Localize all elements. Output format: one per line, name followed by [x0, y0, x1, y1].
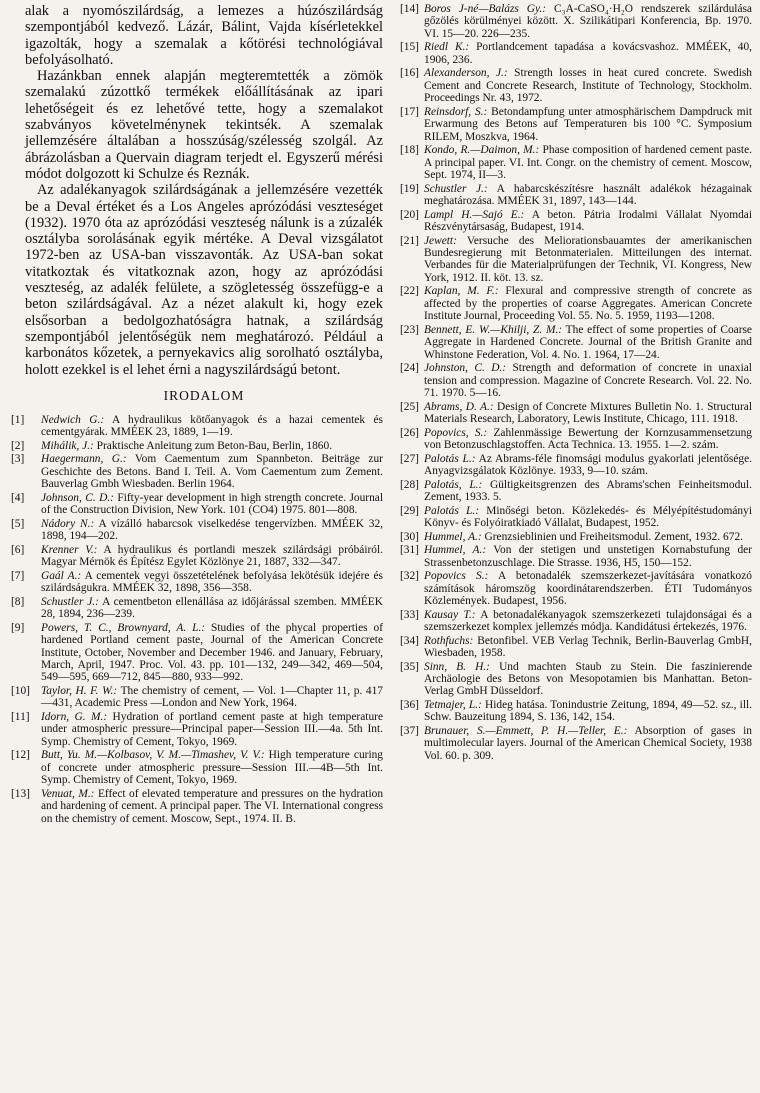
reference-number: [11]	[11, 711, 30, 724]
body-paragraph: Hazánkban ennek alapján megteremtették a zömök szemalakú zúzottkő termékek előállításának az ipari lehetőségeit és ez lehetővé tette, hogy a szemalakot szabványos követelménynek tekintsék. A szemalak jellemzésére általában a hosszúság/szélesség szolgál. Az ábrázolásban a Quervain diagram terjedt el. Egyszerű mérési módot dolgozott ki Schulze és Reznák.	[25, 68, 383, 182]
reference-number: [33]	[400, 608, 419, 621]
reference-item	[400, 144, 752, 181]
reference-item	[11, 543, 383, 569]
reference-item	[400, 725, 752, 762]
reference-text: Absorption of gases in multimolecular layers. Journal of the American Chemical Society, 1938 Vol. 60. p. 309.	[424, 725, 752, 762]
reference-list-right	[400, 3, 752, 762]
reference-number: [22]	[400, 285, 419, 298]
reference-author: Riedl K.:	[424, 41, 470, 54]
reference-author: Lampl H.—Sajó E.:	[424, 208, 525, 221]
reference-item	[400, 67, 752, 104]
reference-number: [24]	[400, 362, 419, 375]
reference-number: [19]	[400, 182, 419, 195]
reference-number: [10]	[11, 685, 30, 698]
reference-item	[400, 699, 752, 724]
reference-number: [27]	[400, 452, 419, 465]
reference-author: Popovics, S.:	[424, 426, 488, 439]
reference-number: [1]	[11, 413, 25, 426]
reference-number: [12]	[11, 749, 30, 762]
reference-author: Abrams, D. A.:	[424, 400, 494, 413]
reference-number: [28]	[400, 478, 419, 491]
reference-number: [8]	[11, 595, 25, 608]
reference-item	[11, 439, 383, 452]
reference-item	[11, 413, 383, 439]
reference-number: [2]	[11, 439, 25, 452]
reference-author: Schustler J.:	[41, 595, 99, 608]
reference-number: [35]	[400, 660, 419, 673]
reference-text: Betonfibel. VEB Verlag Technik, Berlin-Bauverlag GmbH, Wiesbaden, 1958.	[424, 634, 752, 660]
reference-text: Strength and deformation of concrete in unaxial tension and compression. Magazine of Concrete Research. Vol. 22. No. 71. 1970. 5—16.	[424, 362, 752, 400]
reference-text: Az Abrams-féle finomsági modulus gyakorlati jelentősége. Anyagvizsgálatok Közlönye. 1933, 9—10. szám.	[424, 452, 752, 478]
reference-item	[400, 3, 752, 40]
reference-number: [14]	[400, 3, 419, 15]
reference-author: Palotás L.:	[424, 452, 476, 465]
reference-text: Design of Concrete Mixtures Bulletin No. 1. Structural Materials Research, Laboratory, Lewis Institute, Chicago, 111. 1918.	[424, 400, 753, 426]
reference-author: Gaál A.:	[41, 569, 82, 582]
reference-number: [31]	[400, 544, 419, 557]
reference-text: Zahlenmässige Bewertung der Kornzusammensetzung von Betonzuschlagstoffen. Acta Technica. 13. 1955. 1—2. szám.	[424, 426, 752, 452]
reference-author: Nedwich G.:	[41, 413, 105, 426]
reference-author: Krenner V.:	[41, 543, 98, 556]
reference-author: Johnston, C. D.:	[424, 362, 507, 375]
reference-item	[11, 595, 383, 621]
reference-item	[400, 453, 752, 478]
body-paragraph: Az adalékanyagok szilárdságának a jellemzésére vezették be a Deval értéket és a Los Angeles aprózódási veszteséget (1932). 1970 óta az aprózódási veszteség nálunk is a zúzalék osztályba sorolásának egyik mértéke. A Deval vizsgálatot 1972-ben az USA-ban visszavonták. Az USA-ban sokat vitatkoztak és vitatkoznak azon, hogy az aprózódási veszteség, az adalék felülete, a szögletesség összefügg-e a beton szilárdságával. Az a nézet alakult ki, hogy ezek elsősorban a bedolgozhatóságra hatnak, a szilárdság szempontjából jelentőségük nem meghatározó. Például a karbonátos kőzetek, a pernyekavics alig sorolható osztályba, holott ezekkel is el lehet érni a nagyszilárdságú betont.	[25, 182, 383, 378]
reference-number: [3]	[11, 453, 25, 466]
reference-text: A betonadalék szemszerkezet-javítására vonatkozó számítások háromszög koordinátarendszerben. ÉTI Tudományos Közlemények. Budapest, 1956.	[424, 570, 752, 608]
reference-number: [23]	[400, 323, 419, 336]
reference-author: Palotás L.:	[424, 504, 479, 517]
reference-number: [13]	[11, 787, 30, 800]
reference-item	[400, 209, 752, 234]
reference-item	[11, 517, 383, 543]
reference-text: Vom Caementum zum Spannbeton. Beiträge zur Geschichte des Betons. Band I. Teil. A. Vom Caementum zum Zement. Bauverlag Gmbh Wiesbaden. Berlin 1964.	[41, 453, 383, 491]
reference-text: A cementbeton ellenállása az időjárással szemben. MMÉEK 28, 1894, 236—239.	[41, 595, 383, 621]
reference-text: Grenzsieblinien und Freiheitsmodul. Zement, 1932. 672.	[481, 530, 743, 543]
reference-item	[400, 401, 752, 426]
right-column	[400, 3, 752, 763]
reference-text: C₃A-CaSO₄·H₂O rendszerek szilárdulása gőzölés körülményei között. X. Szilikátipari Konferencia, Bp. 1970. VI. 15—20. 226—235.	[424, 3, 752, 40]
reference-text: Minőségi beton. Közlekedés- és Mélyépítéstudományi Könyv- és Folyóiratkiadó Vállalat, Budapest, 1952.	[424, 504, 752, 530]
reference-author: Idorn, G. M.:	[41, 711, 108, 724]
reference-text: A habarcskészítésre használt adalékok hézagainak meghatározása. MMÉEK 31, 1897, 143—144.	[424, 182, 752, 208]
reference-number: [17]	[400, 105, 419, 118]
reference-text: Hydration of portland cement paste at high temperature under atmospheric pressure—Principal paper—Session III.—4a. 5th Int. Symp. Chemistry of Cement, Tokyo, 1969.	[41, 711, 383, 748]
reference-author: Hummel, A.:	[424, 544, 487, 557]
reference-text: Effect of elevated temperature and pressures on the hydration and hardening of cement. A principal paper. The VI. International congress on the chemistry of cement. Moscow, Sept., 1974. II. B.	[41, 787, 384, 825]
reference-text: Flexural and compressive strength of concrete as affected by the properties of coarse Aggregates. American Concrete Institute Journal, Proceeding Vol. 55. No. 5. 1959, 1193—1208.	[424, 285, 752, 323]
reference-number: [4]	[11, 491, 25, 504]
reference-author: Kondo, R.—Daimon, M.:	[424, 144, 540, 157]
reference-item	[11, 453, 383, 491]
reference-item	[400, 661, 752, 698]
reference-item	[400, 183, 752, 208]
reference-item	[400, 505, 752, 530]
reference-item	[11, 491, 383, 517]
reference-text: The effect of some properties of Coarse Aggregate in Hardened Concrete. Journal of the British Granite and Whinstone Federation, Vol. 4. No. 1. 1964, 17—24.	[424, 323, 752, 361]
reference-text: A vízálló habarcsok viselkedése tengervízben. MMÉEK 32, 1898, 194—202.	[41, 517, 383, 543]
body-paragraph: alak a nyomószilárdság, a lemezes a húzószilárdság szempontjából kedvező. Lázár, Bálint, Vajda kísérletekkel igazolták, hogy a szemalak a kőtörési technológiával befolyásolható.	[25, 3, 383, 68]
reference-text: Strength losses in heat cured concrete. Swedish Cement and Concrete Research, Institute of Technology, Stockholm. Proceedings Nr. 43, 1972.	[424, 67, 752, 105]
reference-number: [30]	[400, 530, 419, 543]
reference-author: Venuat, M.:	[41, 787, 95, 800]
reference-text: Gültigkeitsgrenzen des Abrams'schen Feinheitsmodul. Zement, 1933. 5.	[424, 478, 753, 504]
reference-item	[11, 749, 383, 787]
reference-item	[400, 531, 752, 543]
reference-author: Bennett, E. W.—Khilji, Z. M.:	[424, 323, 563, 336]
reference-text: A hydraulikus és portlandi meszek szilárdsági próbáiról. Magyar Mérnök és Építész Egylet Közlönye 21, 1887, 332—347.	[41, 543, 383, 569]
reference-text: High temperature curing of concrete under atmospheric pressure—Session III.—4B—5th Int. Symp. Chemistry of Cement, Tokyo, 1969.	[41, 749, 383, 787]
reference-item	[400, 235, 752, 285]
reference-number: [16]	[400, 67, 419, 80]
reference-author: Tetmajer, L.:	[424, 699, 482, 712]
reference-author: Reinsdorf, S.:	[424, 105, 488, 118]
reference-text: Und machten Staub zu Stein. Die faszinierende Archäologie des Betons von Mesopotamien bis Manhattan. Beton- Verlag GmbH Düsseldorf.	[424, 660, 752, 698]
reference-item	[11, 787, 384, 825]
reference-list-left	[11, 413, 384, 825]
reference-item	[11, 711, 383, 748]
reference-item	[400, 362, 752, 399]
reference-author: Nádory N.:	[41, 517, 95, 530]
reference-item	[11, 685, 383, 710]
reference-author: Sinn, B. H.:	[424, 660, 490, 673]
reference-text: A hydraulikus kötőanyagok és a hazai cementek és cementgyárak. MMÉEK 23, 1889, 1—19.	[41, 413, 383, 439]
reference-text: Fifty-year development in high strength concrete. Journal of the Construction Division, New York. 101 (CO4) 1975. 801—808.	[41, 491, 383, 517]
reference-number: [32]	[400, 570, 419, 583]
reference-item	[11, 569, 383, 595]
reference-item	[400, 544, 752, 569]
reference-author: Haegermann, G.:	[41, 453, 127, 466]
reference-number: [25]	[400, 400, 419, 413]
reference-author: Brunauer, S.—Emmett, P. H.—Teller, E.:	[424, 725, 628, 738]
reference-number: [6]	[11, 543, 25, 556]
reference-number: [29]	[400, 504, 419, 517]
reference-author: Palotás, L.:	[424, 478, 483, 491]
reference-item	[400, 570, 752, 607]
reference-text: A cementek vegyi összetételének befolyása lekötésük idejére és szilárdságukra. MMÉEK 32, 1898, 356—358.	[41, 569, 383, 595]
reference-item	[400, 106, 752, 143]
reference-number: [9]	[11, 621, 25, 634]
reference-text: Portlandcement tapadása a kovácsvashoz. MMÉEK, 40, 1906, 236.	[424, 41, 752, 66]
reference-item	[400, 479, 752, 504]
reference-item	[400, 635, 752, 660]
reference-author: Kaplan, M. F.:	[424, 285, 499, 298]
references-heading: IRODALOM	[163, 387, 245, 403]
reference-author: Mihálik, J.:	[41, 439, 94, 452]
reference-text: A betonadalékanyagok szemszerkezeti tulajdonságai és a szemszerkezet komplex jellemzés módja. Kandidátusi értekezés, 1976.	[424, 608, 752, 634]
reference-number: [15]	[400, 41, 419, 54]
reference-author: Taylor, H. F. W.:	[41, 685, 118, 698]
reference-text: A beton. Pátria Irodalmi Vállalat Nyomdai Részvénytársaság, Budapest, 1914.	[424, 208, 752, 234]
reference-author: Alexanderson, J.:	[424, 67, 508, 80]
reference-author: Jewett:	[424, 234, 457, 247]
reference-number: [34]	[400, 634, 419, 647]
reference-number: [18]	[400, 144, 419, 157]
reference-number: [5]	[11, 517, 25, 530]
reference-author: Boros J-né—Balázs Gy.:	[424, 3, 547, 15]
reference-number: [36]	[400, 699, 419, 712]
reference-item	[400, 324, 752, 361]
reference-number: [26]	[400, 426, 419, 439]
reference-number: [21]	[400, 234, 419, 247]
reference-item	[400, 609, 752, 634]
reference-author: Schustler J.:	[424, 182, 488, 195]
reference-item	[400, 285, 752, 322]
reference-author: Rothfuchs:	[424, 634, 474, 647]
reference-text: Versuche des Meliorationsbauamtes der amerikanischen Bundesregierung mit Betonmaterialen. Mitteilungen des internat. Verbandes für die Materialprüfungen der Technik, VI. Kongress, New York, 1912. II. köt. 13. sz.	[424, 234, 752, 284]
reference-author: Hummel, A.:	[424, 530, 482, 543]
reference-item	[400, 41, 752, 66]
reference-text: Studies of the phycal properties of hardened Portland cement paste, Journal of the American Concrete Institute, October, November and December 1946. and January, February, March, April, 1947. Proc. Vol. 43. pp. 101—132, 249—342, 469—504, 549—595, 669—712, 845—880, 933—992.	[41, 621, 383, 684]
reference-author: Johnson, C. D.:	[41, 491, 114, 504]
reference-item	[11, 621, 383, 684]
reference-text: Praktische Anleitung zum Beton-Bau, Berlin, 1860.	[93, 439, 333, 452]
reference-number: [37]	[400, 725, 419, 738]
reference-item	[400, 427, 752, 452]
reference-author: Kausay T.:	[424, 608, 476, 621]
left-column	[11, 3, 384, 826]
reference-text: Phase composition of hardened cement paste. A principal paper. VI. Int. Congr. on the chemistry of cement. Moscow, Sept. 1974, II—3.	[424, 144, 752, 182]
reference-text: Hideg hatása. Tonindustrie Zeitung, 1894, 49—52. sz., ill. Schw. Bauzeitung 1894, S. 136, 142, 154.	[424, 699, 752, 724]
reference-text: Betondampfung unter atmosphärischem Dampdruck mit Erwarmung des Betons auf Temperaturen bis 100 °C. Symposium RILEM, Moszkva, 1964.	[424, 105, 752, 143]
reference-author: Powers, T. C., Brownyard, A. L.:	[41, 621, 206, 634]
reference-author: Butt, Yu. M.—Kolbasov, V. M.—Timashev, V. V.:	[41, 749, 265, 762]
reference-text: The chemistry of cement, — Vol. 1—Chapter 11, p. 417—431, Academic Press —London and New York, 1964.	[41, 685, 383, 710]
reference-number: [20]	[400, 208, 419, 221]
reference-text: Von der stetigen und unstetigen Kornabstufung der Strassenbetonzuschlage. Die Strasse. 1936, H5, 150—152.	[424, 544, 752, 569]
reference-author: Popovics S.:	[424, 570, 489, 583]
reference-number: [7]	[11, 569, 25, 582]
